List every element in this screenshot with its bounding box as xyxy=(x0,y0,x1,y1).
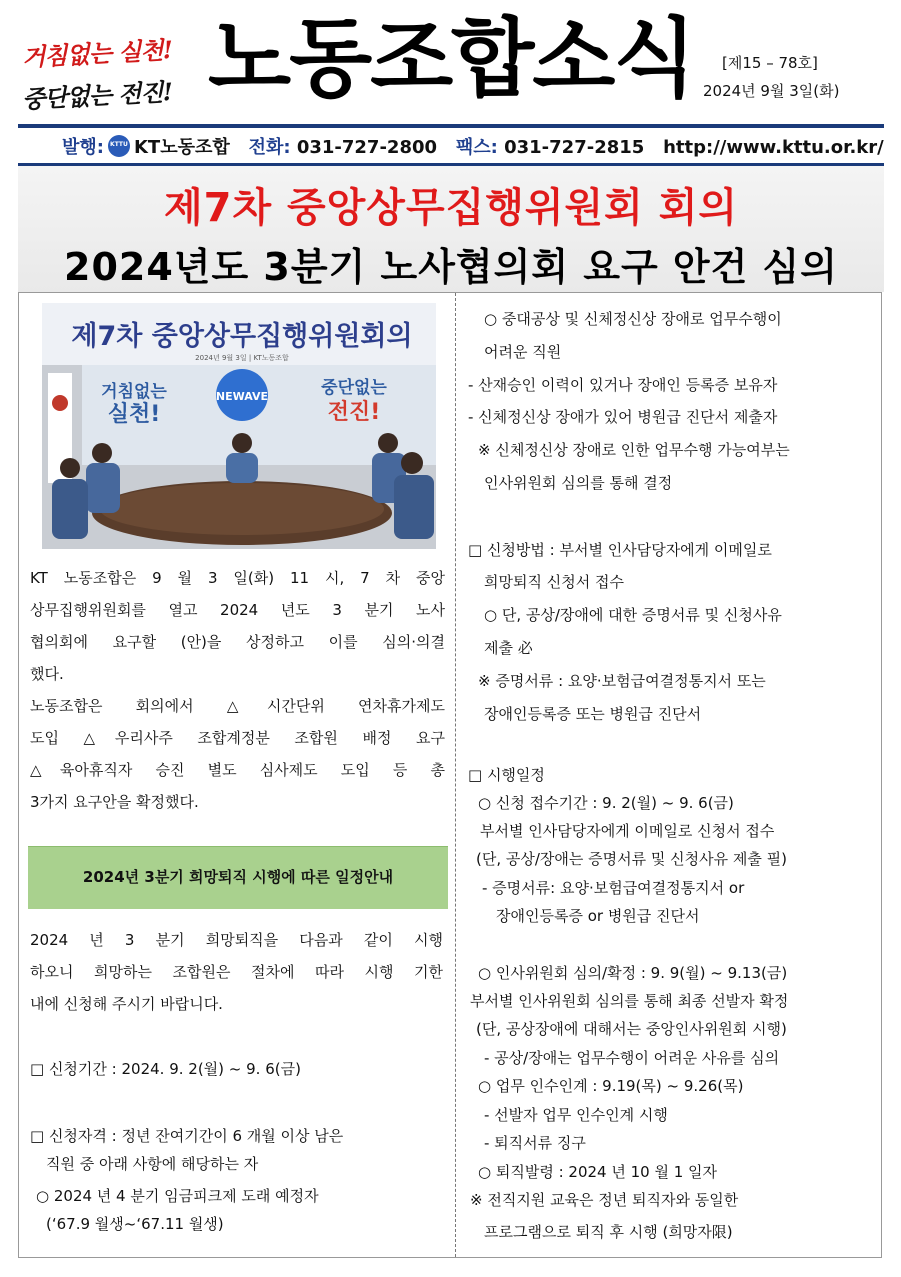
notice-intro xyxy=(30,929,443,1015)
right-line: (단, 공상장애에 대해서는 중앙인사위원회 시행) xyxy=(476,1020,787,1038)
backdrop-slogan-right-2: 전진! xyxy=(327,400,381,425)
right-line: - 산재승인 이력이 있거나 장애인 등록증 보유자 xyxy=(468,376,778,394)
right-line: 인사위원회 심의를 통해 결정 xyxy=(484,474,673,492)
backdrop-slogan-right-1: 중단없는 xyxy=(321,378,387,398)
right-line: 프로그램으로 퇴직 후 시행 (희망자限) xyxy=(484,1223,733,1241)
lead-line: 상무집행위원회를 열고 2024 년도 3 분기 노사 xyxy=(30,601,445,619)
right-line: □ 시행일정 xyxy=(468,766,545,784)
right-line: ○ 업무 인수인계 : 9.19(목) ~ 9.26(목) xyxy=(478,1077,744,1095)
right-line: ○ 단, 공상/장애에 대한 증명서류 및 신청사유 xyxy=(484,606,782,624)
application-period xyxy=(30,1058,301,1080)
qualification-line: ○ 2024 년 4 분기 임금피크제 도래 예정자 xyxy=(36,1187,319,1205)
lead-line: △육아휴직자 승진 별도 심사제도 도입 등 총 xyxy=(30,761,445,779)
right-line: ○ 퇴직발령 : 2024 년 10 월 1 일자 xyxy=(478,1163,718,1181)
fax-label: 팩스: xyxy=(455,137,498,158)
meeting-photo xyxy=(42,303,436,549)
masthead-title: 노동조합소식 xyxy=(208,9,695,109)
banner-title: 제7차 중앙상무집행위원회의 xyxy=(71,321,413,352)
article-lead xyxy=(30,567,445,813)
right-line: 어려운 직원 xyxy=(484,343,562,361)
notice-line: 하오니 희망하는 조합원은 절차에 따라 시행 기한 xyxy=(30,963,443,981)
right-line: 제출 必 xyxy=(484,639,533,657)
headline-subtitle: 2024년도 3분기 노사협의회 요구 안건 심의 xyxy=(64,245,838,289)
headline-title: 제7차 중앙상무집행위원회 회의 xyxy=(163,185,738,231)
lead-line: 3가지 요구안을 확정했다. xyxy=(30,793,199,811)
backdrop-logo: NEWAVE xyxy=(215,390,269,403)
lead-line: 했다. xyxy=(30,665,64,683)
right-line: - 신체정신상 장애가 있어 병원급 진단서 제출자 xyxy=(468,408,778,426)
right-line: ○ 신청 접수기간 : 9. 2(월) ~ 9. 6(금) xyxy=(478,794,734,812)
phone-number: 031-727-2800 xyxy=(296,137,438,158)
period-label: □ 신청기간 : xyxy=(30,1060,122,1078)
right-line: ※ 신체정신상 장애로 인한 업무수행 가능여부는 xyxy=(478,441,790,459)
section-title: 2024년 3분기 희망퇴직 시행에 따른 일정안내 xyxy=(82,868,394,886)
publisher-bar xyxy=(62,133,882,161)
right-line: 부서별 인사담당자에게 이메일로 신청서 접수 xyxy=(480,822,775,840)
right-line: 부서별 인사위원회 심의를 통해 최종 선발자 확정 xyxy=(470,992,789,1010)
qualification-line: □ 신청자격 : 정년 잔여기간이 6 개월 이상 남은 xyxy=(30,1127,344,1145)
right-line: 희망퇴직 신청서 접수 xyxy=(484,573,624,591)
slogan-line-2: 중단없는 전진! xyxy=(21,77,173,114)
banner-sub: 2024년 9월 3일 | KT노동조합 xyxy=(195,354,289,362)
backdrop-slogan-left-2: 실천! xyxy=(107,402,161,427)
right-line: 장애인등록증 또는 병원급 진단서 xyxy=(484,705,702,723)
right-line: - 선발자 업무 인수인계 시행 xyxy=(484,1106,668,1124)
website-link[interactable]: http://www.kttu.or.kr/ xyxy=(663,137,884,158)
column-divider xyxy=(455,293,456,1257)
right-line: ※ 전직지원 교육은 정년 퇴직자와 동일한 xyxy=(470,1191,739,1209)
kttu-logo-icon xyxy=(108,135,130,157)
qualification-line: 직원 중 아래 사항에 해당하는 자 xyxy=(46,1155,259,1173)
publisher-label: 발행: xyxy=(62,137,104,158)
slogan-line-1: 거침없는 실천! xyxy=(21,35,173,72)
qualification-line: (‘67.9 월생~‘67.11 월생) xyxy=(46,1215,224,1233)
right-line: ※ 증명서류 : 요양·보험급여결정통지서 또는 xyxy=(478,672,766,690)
publisher-name: KT노동조합 xyxy=(133,137,230,158)
right-line: - 증명서류: 요양·보험급여결정통지서 or xyxy=(482,879,745,897)
header-rule-top xyxy=(18,124,884,128)
right-line: (단, 공상/장애는 증명서류 및 신청사유 제출 필) xyxy=(476,850,787,868)
lead-line: KT 노동조합은 9 월 3 일(화) 11 시, 7 차 중앙 xyxy=(30,569,445,587)
section-title-bar xyxy=(28,846,448,909)
right-line: ○ 중대공상 및 신체정신상 장애로 업무수행이 xyxy=(484,310,782,328)
issue-number: [제15 – 78호] xyxy=(722,54,818,72)
fax-number: 031-727-2815 xyxy=(504,137,645,158)
lead-line: 도입 △우리사주 조합계정분 조합원 배정 요구 xyxy=(30,729,445,747)
right-line: ○ 인사위원회 심의/확정 : 9. 9(월) ~ 9.13(금) xyxy=(478,964,788,982)
notice-line: 내에 신청해 주시기 바랍니다. xyxy=(30,995,223,1013)
backdrop-slogan-left-1: 거침없는 xyxy=(101,382,167,402)
lead-line: 노동조합은 회의에서 △시간단위 연차휴가제도 xyxy=(30,697,445,715)
right-line: - 공상/장애는 업무수행이 어려운 사유를 심의 xyxy=(484,1049,780,1067)
right-line: - 퇴직서류 징구 xyxy=(484,1134,586,1152)
period-value: 2024. 9. 2(월) ~ 9. 6(금) xyxy=(121,1060,301,1078)
lead-line: 협의회에 요구할 (안)을 상정하고 이를 심의·의결 xyxy=(30,633,445,651)
notice-line: 2024 년 3 분기 희망퇴직을 다음과 같이 시행 xyxy=(30,931,443,949)
qualification-block xyxy=(30,1125,445,1235)
right-line: 장애인등록증 or 병원급 진단서 xyxy=(496,907,700,925)
phone-label: 전화: xyxy=(248,137,291,158)
issue-date: 2024년 9월 3일(화) xyxy=(703,82,840,100)
right-line: □ 신청방법 : 부서별 인사담당자에게 이메일로 xyxy=(468,541,772,559)
